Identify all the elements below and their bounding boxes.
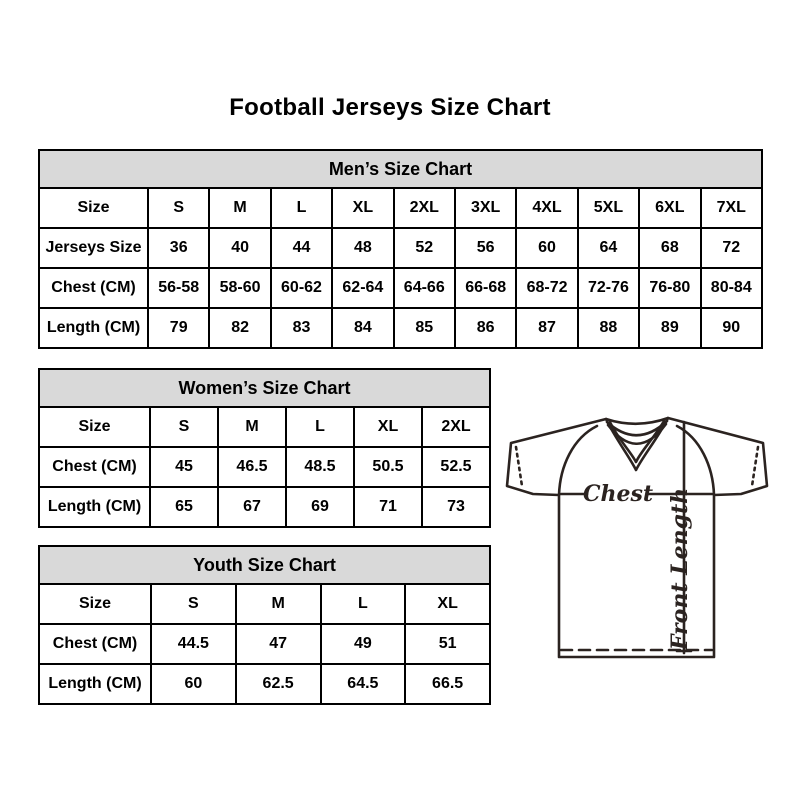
value-cell: 66-68	[455, 268, 516, 308]
value-cell: S	[150, 407, 218, 447]
value-cell: 73	[422, 487, 490, 527]
value-cell: 56	[455, 228, 516, 268]
table-row	[39, 308, 762, 348]
table-row	[39, 407, 490, 447]
value-cell: 85	[394, 308, 455, 348]
value-cell: 62.5	[236, 664, 321, 704]
row-label-cell: Chest (CM)	[39, 268, 148, 308]
value-cell: L	[271, 188, 332, 228]
table-header-row	[39, 150, 762, 188]
table-row	[39, 188, 762, 228]
value-cell: 71	[354, 487, 422, 527]
value-cell: 40	[209, 228, 270, 268]
value-cell: 44	[271, 228, 332, 268]
value-cell: 48.5	[286, 447, 354, 487]
youth-size-table	[38, 545, 491, 705]
table-row	[39, 228, 762, 268]
table-title: Women’s Size Chart	[39, 369, 490, 407]
value-cell: XL	[354, 407, 422, 447]
row-label-cell: Length (CM)	[39, 664, 151, 704]
table-header-row	[39, 369, 490, 407]
table-row	[39, 487, 490, 527]
value-cell: 5XL	[578, 188, 639, 228]
front-length-label: Front Length	[667, 487, 693, 651]
value-cell: 87	[516, 308, 577, 348]
value-cell: 51	[405, 624, 490, 664]
value-cell: 80-84	[701, 268, 762, 308]
value-cell: M	[236, 584, 321, 624]
table-row	[39, 584, 490, 624]
value-cell: 79	[148, 308, 209, 348]
row-label-cell: Length (CM)	[39, 308, 148, 348]
value-cell: 47	[236, 624, 321, 664]
table-row	[39, 624, 490, 664]
row-label-cell: Jerseys Size	[39, 228, 148, 268]
value-cell: 66.5	[405, 664, 490, 704]
table-title: Men’s Size Chart	[39, 150, 762, 188]
value-cell: 7XL	[701, 188, 762, 228]
value-cell: 48	[332, 228, 393, 268]
value-cell: M	[209, 188, 270, 228]
value-cell: M	[218, 407, 286, 447]
value-cell: L	[286, 407, 354, 447]
value-cell: 72	[701, 228, 762, 268]
value-cell: 89	[639, 308, 700, 348]
jersey-outline	[507, 418, 767, 657]
value-cell: 65	[150, 487, 218, 527]
value-cell: 46.5	[218, 447, 286, 487]
value-cell: 84	[332, 308, 393, 348]
value-cell: 44.5	[151, 624, 236, 664]
value-cell: 72-76	[578, 268, 639, 308]
value-cell: 88	[578, 308, 639, 348]
value-cell: 4XL	[516, 188, 577, 228]
row-label-cell: Chest (CM)	[39, 624, 151, 664]
sleeve-stitch-right-icon	[752, 447, 758, 486]
table-title: Youth Size Chart	[39, 546, 490, 584]
value-cell: 62-64	[332, 268, 393, 308]
value-cell: S	[148, 188, 209, 228]
page-title: Football Jerseys Size Chart	[229, 94, 551, 121]
value-cell: 76-80	[639, 268, 700, 308]
value-cell: 64.5	[321, 664, 406, 704]
value-cell: 52.5	[422, 447, 490, 487]
sleeve-stitch-left-icon	[516, 447, 522, 486]
chest-label: Chest	[582, 481, 654, 507]
value-cell: 67	[218, 487, 286, 527]
value-cell: 64	[578, 228, 639, 268]
jersey-diagram	[503, 396, 775, 674]
value-cell: S	[151, 584, 236, 624]
value-cell: 68-72	[516, 268, 577, 308]
value-cell: 60	[516, 228, 577, 268]
row-label-cell: Length (CM)	[39, 487, 150, 527]
value-cell: 58-60	[209, 268, 270, 308]
value-cell: XL	[332, 188, 393, 228]
table-row	[39, 268, 762, 308]
womens-size-table	[38, 368, 491, 528]
value-cell: 83	[271, 308, 332, 348]
value-cell: 60-62	[271, 268, 332, 308]
value-cell: 2XL	[394, 188, 455, 228]
row-label-cell: Size	[39, 584, 151, 624]
value-cell: 49	[321, 624, 406, 664]
value-cell: 86	[455, 308, 516, 348]
value-cell: 64-66	[394, 268, 455, 308]
value-cell: 36	[148, 228, 209, 268]
value-cell: 82	[209, 308, 270, 348]
mens-size-table	[38, 149, 763, 349]
row-label-cell: Size	[39, 188, 148, 228]
row-label-cell: Size	[39, 407, 150, 447]
value-cell: 2XL	[422, 407, 490, 447]
table-row	[39, 664, 490, 704]
value-cell: 69	[286, 487, 354, 527]
value-cell: 52	[394, 228, 455, 268]
row-label-cell: Chest (CM)	[39, 447, 150, 487]
table-header-row	[39, 546, 490, 584]
value-cell: L	[321, 584, 406, 624]
value-cell: XL	[405, 584, 490, 624]
value-cell: 60	[151, 664, 236, 704]
value-cell: 3XL	[455, 188, 516, 228]
value-cell: 68	[639, 228, 700, 268]
value-cell: 45	[150, 447, 218, 487]
value-cell: 6XL	[639, 188, 700, 228]
value-cell: 50.5	[354, 447, 422, 487]
sleeve-seam-right	[677, 426, 714, 495]
value-cell: 56-58	[148, 268, 209, 308]
value-cell: 90	[701, 308, 762, 348]
table-row	[39, 447, 490, 487]
